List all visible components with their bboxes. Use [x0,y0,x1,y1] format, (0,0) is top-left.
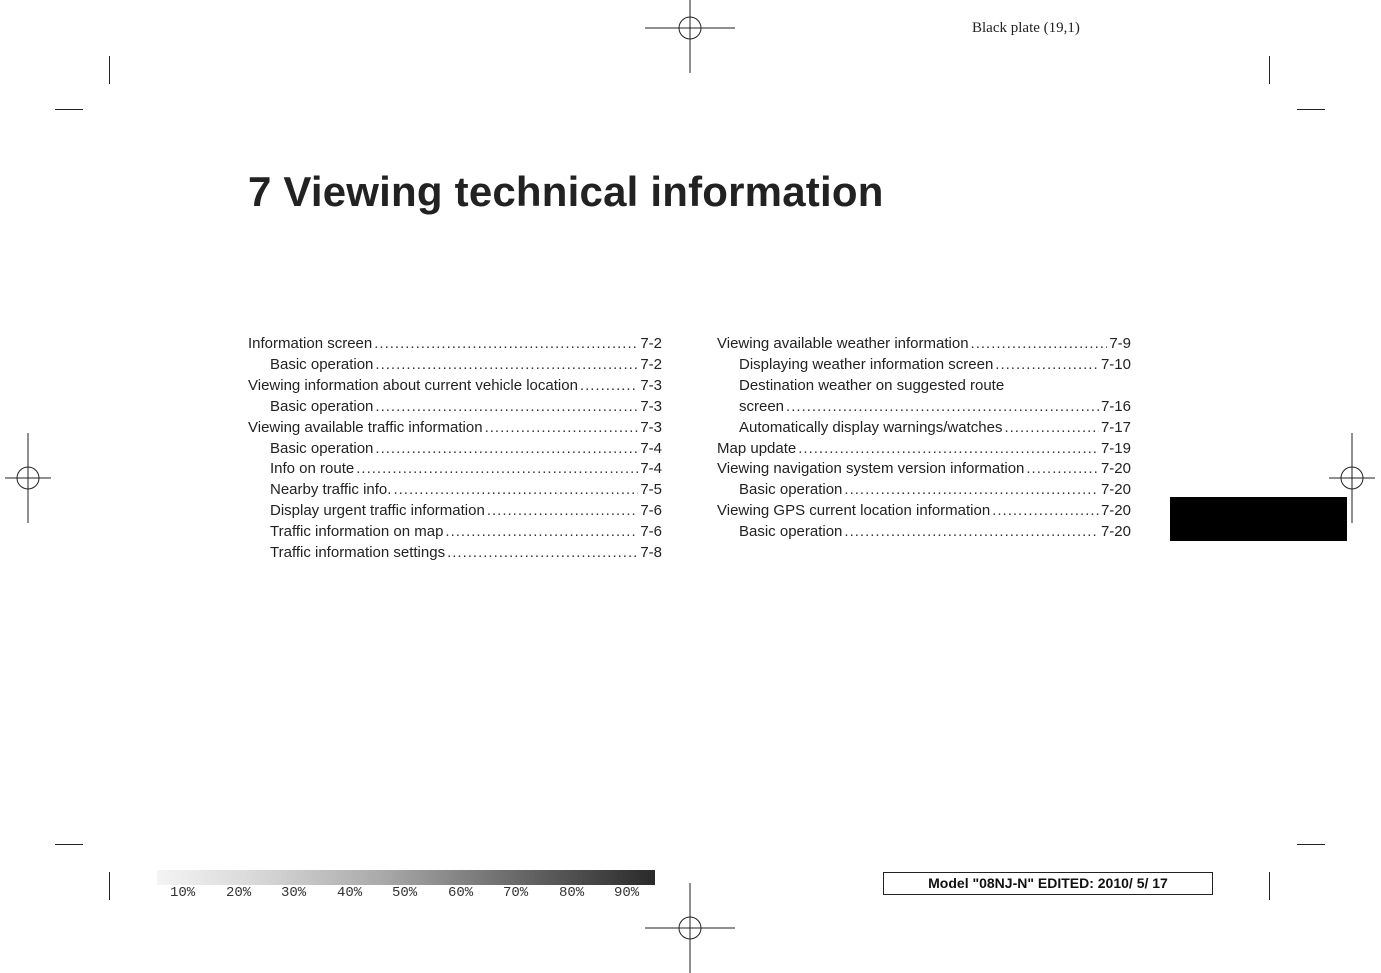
toc-entry-page: 7-20 [1100,523,1131,541]
toc-entry-label: Displaying weather information screen [739,355,994,373]
toc-entry-label: Viewing available weather information [717,335,969,352]
toc-entry[interactable] [717,522,1131,543]
crop-mark-bl-horizontal [55,844,83,845]
toc-entry-label: Traffic information on map [270,523,444,541]
toc-entry-label: Basic operation [270,397,374,415]
chapter-title: 7 Viewing technical information [248,168,884,215]
toc-leader-dots [844,480,1099,501]
toc-entry[interactable] [248,376,662,397]
toc-entry-label: Information screen [248,335,373,352]
toc-entry[interactable] [248,418,662,439]
toc-entry-page: 7-4 [640,439,662,457]
toc-leader-dots [786,397,1099,418]
toc-entry-page: 7-4 [640,460,662,478]
toc-entry-page: 7-8 [640,544,662,562]
toc-entry-label: Destination weather on suggested route [739,376,1005,394]
toc-entry-label: Viewing available traffic information [248,418,483,436]
gray-scale-label: 50% [392,885,418,901]
toc-entry-page: 7-16 [1100,397,1131,415]
model-stamp: Model "08NJ-N" EDITED: 2010/ 5/ 17 [883,872,1213,895]
toc-leader-dots [375,397,638,418]
toc-entry-label: Automatically display warnings/watches [739,418,1003,436]
toc-entry-label: Viewing information about current vehicle location [248,376,578,394]
toc-entry[interactable] [717,418,1131,439]
toc-entry[interactable] [248,355,662,376]
registration-mark-top [645,0,735,73]
toc-leader-dots [356,459,638,480]
toc-leader-dots [580,376,638,397]
crop-mark-bl-vertical [109,872,110,900]
gray-scale-label: 70% [503,885,529,901]
gray-scale-bar [157,870,655,885]
toc-entry-label: Basic operation [270,439,374,457]
toc-entry-page: 7-20 [1100,502,1131,520]
toc-entry[interactable] [248,334,662,355]
toc-entry-page: 7-17 [1100,418,1131,436]
toc-entry[interactable] [248,459,662,480]
toc-leader-dots [844,522,1099,543]
gray-scale-label: 30% [281,885,307,901]
crop-mark-tl-vertical [109,56,110,84]
toc-entry-label: Viewing navigation system version information [717,460,1025,478]
toc-entry[interactable] [248,439,662,460]
toc-left-column [248,334,662,564]
toc-right-column [717,334,1131,543]
toc-entry-page: 7-19 [1100,439,1131,457]
gray-scale-label: 90% [614,885,640,901]
toc-leader-dots [393,480,638,501]
toc-entry-label: Nearby traffic info. [270,481,392,499]
toc-entry[interactable] [248,543,662,564]
toc-entry-page: 7-20 [1100,460,1131,478]
crop-mark-br-horizontal [1297,844,1325,845]
toc-entry-page: 7-2 [640,355,662,373]
toc-leader-dots [375,355,638,376]
crop-mark-tr-vertical [1269,56,1270,84]
toc-entry[interactable] [717,439,1131,460]
toc-entry-page: 7-3 [640,376,662,394]
toc-entry-page: 7-20 [1100,481,1131,499]
toc-leader-dots [485,418,639,439]
toc-leader-dots [445,522,638,543]
toc-leader-dots [374,334,638,355]
toc-entry-page: 7-5 [640,481,662,499]
toc-entry[interactable] [717,501,1131,522]
toc-entry[interactable] [248,501,662,522]
gray-scale-label: 60% [448,885,474,901]
toc-entry[interactable] [717,355,1131,376]
toc-leader-dots [447,543,638,564]
toc-entry-page: 7-3 [640,418,662,436]
toc-entry-label: Basic operation [270,355,374,373]
toc-leader-dots [375,439,638,460]
toc-entry[interactable] [717,397,1131,418]
toc-leader-dots [1004,418,1099,439]
chapter-tab [1170,497,1347,541]
toc-leader-dots [971,334,1108,355]
toc-entry[interactable] [717,459,1131,480]
toc-entry-page: 7-2 [640,335,662,352]
crop-mark-tl-horizontal [55,109,83,110]
gray-scale-label: 10% [170,885,196,901]
toc-entry-label: Viewing GPS current location information [717,502,991,520]
gray-scale-label: 20% [226,885,252,901]
toc-entry[interactable] [717,334,1131,355]
crop-mark-br-vertical [1269,872,1270,900]
registration-mark-bottom [645,883,735,973]
toc-entry-label: Map update [717,439,797,457]
gray-scale-labels [158,885,658,903]
registration-mark-left [0,433,73,523]
gray-scale-label: 40% [337,885,363,901]
crop-mark-tr-horizontal [1297,109,1325,110]
toc-entry-label: Info on route [270,460,355,478]
toc-entry-page: 7-6 [640,523,662,541]
gray-scale-label: 80% [559,885,585,901]
toc-entry[interactable] [248,397,662,418]
toc-entry-label: screen [739,397,785,415]
toc-leader-dots [992,501,1099,522]
toc-entry-label: Basic operation [739,523,843,541]
toc-entry-page: 7-10 [1100,355,1131,373]
toc-entry-page: 7-6 [640,502,662,520]
toc-entry-label: Display urgent traffic information [270,502,485,520]
toc-leader-dots [995,355,1099,376]
plate-label: Black plate (19,1) [972,20,1080,36]
toc-leader-dots [798,439,1099,460]
toc-leader-dots [1026,459,1099,480]
toc-entry[interactable] [248,522,662,543]
toc-entry-page: 7-9 [1109,335,1131,352]
toc-entry-page: 7-3 [640,397,662,415]
toc-entry[interactable] [248,480,662,501]
toc-entry[interactable] [717,480,1131,501]
toc-leader-dots [487,501,638,522]
toc-entry-label: Traffic information settings [270,544,446,562]
toc-entry[interactable] [717,376,1131,397]
toc-entry-label: Basic operation [739,481,843,499]
